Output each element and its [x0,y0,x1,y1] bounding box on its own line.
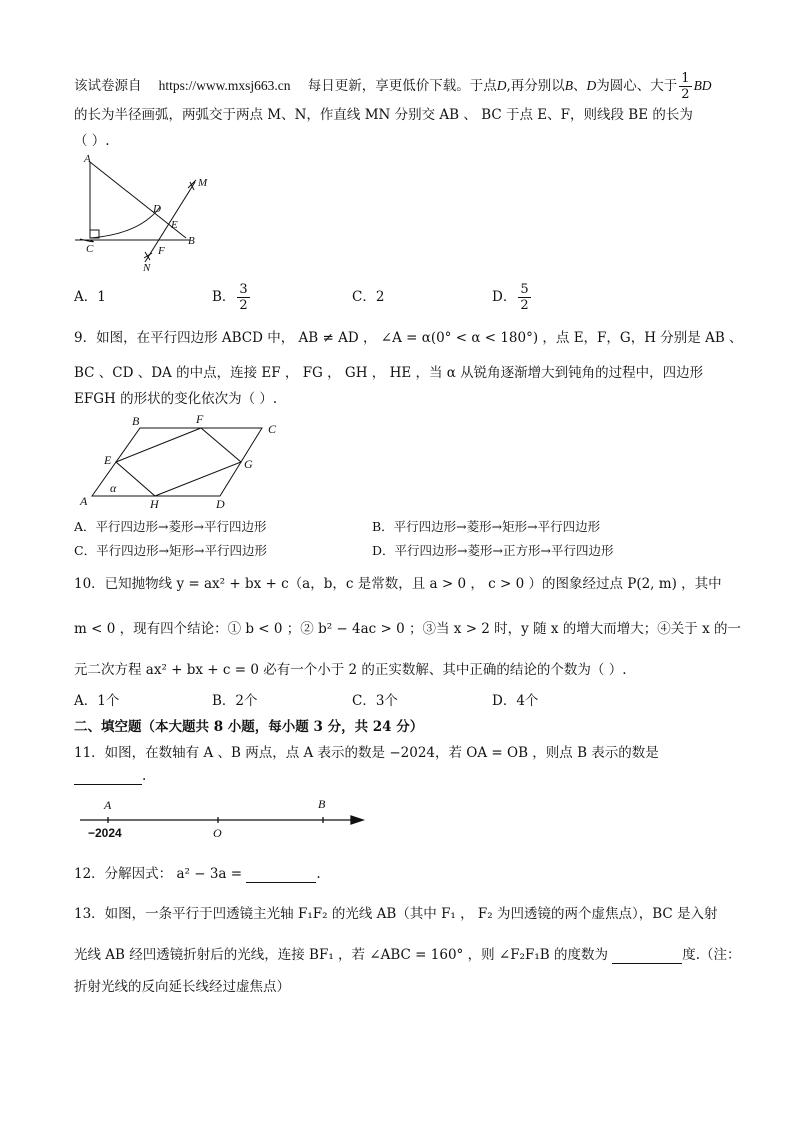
fig-label-N: N [143,262,151,274]
fig9-label-B: B [132,414,140,428]
fig-label-E: E [171,219,178,231]
fig9-label-E: E [104,453,112,467]
answer-blank[interactable] [246,866,316,883]
q8-option-a: A．1 [74,289,106,305]
q9-figure [72,410,292,510]
fig-label-D: D [153,203,161,215]
fraction-five-halves: $\frac{5}{2}$ [520,282,529,313]
q13-line3: 折射光线的反向延长线经过虚焦点） [74,979,290,995]
q9-option-c: C．平行四边形→矩形→平行四边形 [74,543,268,558]
q8-option-c: C．2 [352,289,385,305]
q9-line2: BC 、CD 、DA 的中点，连接 EF ， FG ， GH ， HE ，当 α 从锐角逐渐增大到钝角的过程中，四边形 [74,365,704,381]
q13-line1: 13．如图，一条平行于凹透镜主光轴 F₁F₂ 的光线 AB（其中 F₁ ， F₂ 为凹透镜的两个虚焦点），BC 是入射 [74,906,718,922]
fraction-three-halves: $\frac{3}{2}$ [239,282,248,313]
q10-line2: m < 0 ，现有四个结论：① b < 0 ；② b² − 4ac > 0 ；③当 x > 2 时，y 随 x 的增大而增大；④关于 x 的一 [74,621,741,637]
fig9-label-D: D [216,497,225,510]
q12-line: 12．分解因式： a² − 3a = . [74,866,321,882]
fig9-label-C: C [268,422,277,436]
numline-label-O: O [213,826,222,840]
numline-label-A: A [104,798,112,812]
q10-option-a: A．1个 [74,693,120,709]
fig9-label-alpha: α [110,481,117,495]
fig-label-B: B [188,235,195,247]
q10-option-c: C．3个 [352,693,398,709]
q11-answer-line: . [74,767,146,785]
source-url[interactable]: https://www.mxsj663.cn [158,78,291,93]
q8-line3: （ ）. [74,133,110,149]
fig-label-A: A [84,153,91,165]
fig9-label-A: A [80,494,88,508]
fig-label-M: M [198,177,208,189]
q10-option-b: B．2个 [212,693,258,709]
fig9-label-H: H [150,497,159,510]
q11-line1: 11．如图，在数轴有 A 、B 两点，点 A 表示的数是 −2024，若 OA = OB ，则点 B 表示的数是 [74,745,659,761]
fig9-label-F: F [196,412,204,426]
q8-option-b: B． $\frac{3}{2}$ [212,282,248,313]
q10-line1: 10．已知抛物线 y = ax² + bx + c（a，b，c 是常数，且 a > 0 ， c > 0 ）的图象经过点 P(2, m) ，其中 [74,576,722,592]
q9-line3: EFGH 的形状的变化依次为（ ）. [74,391,278,407]
q8-option-d: D． $\frac{5}{2}$ [492,282,529,313]
q9-option-d: D．平行四边形→菱形→正方形→平行四边形 [372,543,614,558]
numline-label-B: B [318,797,326,811]
q13-line2: 光线 AB 经凹透镜折射后的光线，连接 BF₁ ，若 ∠ABC = 160° ，则 ∠F₂F₁B 的度数为 度.（注： [74,947,741,963]
q10-option-d: D．4个 [492,693,539,709]
fig-label-C: C [86,243,94,255]
q9-option-b: B．平行四边形→菱形→矩形→平行四边形 [372,519,601,534]
fig9-label-G: G [244,457,253,471]
q9-option-a: A．平行四边形→菱形→平行四边形 [74,519,267,534]
promo-text: 每日更新，享更低价下载。 [307,78,470,94]
numline-value: −2024 [88,826,122,840]
fig-label-F: F [158,245,165,257]
answer-blank[interactable] [74,768,142,785]
q9-line1: 9．如图，在平行四边形 ABCD 中， AB ≠ AD ， ∠A = α(0° < α < 180°) ，点 E，F，G，H 分别是 AB 、 [74,330,743,346]
answer-blank[interactable] [612,947,682,964]
section-title: 二、填空题（本大题共 8 小题，每小题 3 分，共 24 分） [74,719,424,735]
q11-number-line [78,792,368,842]
q8-line2: 的长为半径画弧，两弧交于两点 M、N，作直线 MN 分别交 AB 、 BC 于点 E、F，则线段 BE 的长为 [74,107,693,123]
q10-line3: 元二次方程 ax² + bx + c = 0 必有一个小于 2 的正实数解、其中正确的结论的个数为（ ）. [74,662,627,678]
q8-figure [70,152,220,274]
source-label: 该试卷源自 [74,78,142,94]
fraction-half: $\frac{1}{2}$ [681,71,690,102]
header-line: 该试卷源自 https://www.mxsj663.cn 每日更新，享更低价下载。于点D,再分别以B、D为圆心、大于 $\frac{1}{2}$ BD [74,71,712,102]
